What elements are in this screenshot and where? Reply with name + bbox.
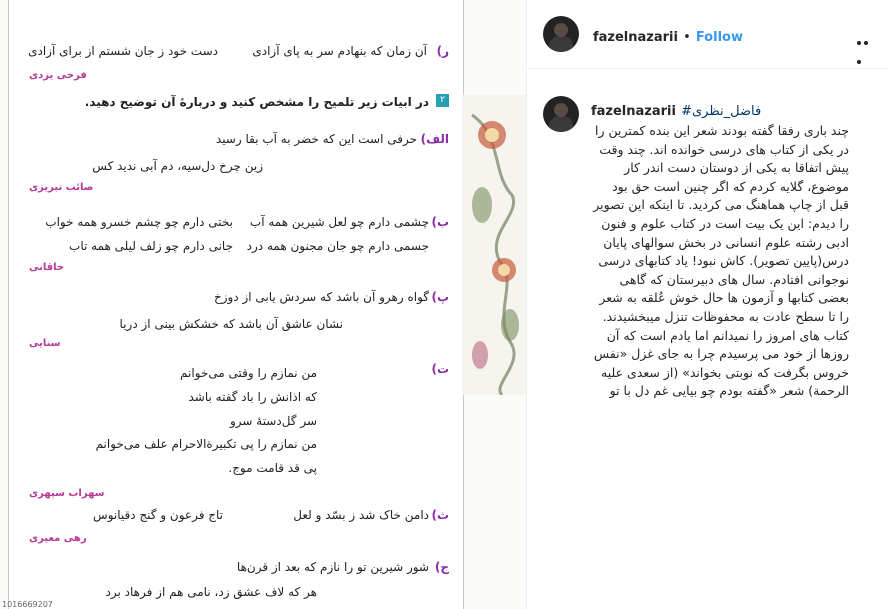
verse-line: گواه رهرو آن باشد که سردش یابی از دوزخ	[213, 290, 429, 304]
caption-username[interactable]: fazelnazarii	[591, 104, 676, 119]
textbook-page	[8, 0, 464, 609]
caption-hashtag[interactable]: #فاضل_نظری	[681, 104, 762, 119]
poet-name: فرخی یزدی	[29, 70, 87, 81]
item-label: ت)	[431, 362, 449, 376]
verse-line: حرفی است این که خضر به آب بقا رسید	[215, 132, 417, 146]
hemistich: جانی دارم چو زلف لیلی همه تاب	[69, 239, 233, 253]
more-options-icon[interactable]	[857, 30, 875, 34]
floral-ornament	[462, 95, 526, 395]
verse-line: زین چرخ دل‌سیه، دم آبی ندید کس	[92, 159, 263, 173]
verse-line: من نمازم را وقتی می‌خوانم	[180, 366, 317, 380]
hemistich: جسمی دارم چو جان مجنون همه درد	[246, 239, 429, 253]
poet-name: خاقانی	[29, 262, 65, 273]
hemistich: آن زمان که بنهادم سر به پای آزادی	[252, 44, 427, 58]
hemistich: دست خود ز جان شستم از برای آزادی	[28, 44, 218, 58]
avatar[interactable]	[543, 96, 579, 132]
separator-dot: •	[683, 30, 691, 45]
avatar[interactable]	[543, 16, 579, 52]
poet-name: رهی معیری	[29, 533, 87, 544]
header-username[interactable]: fazelnazarii	[593, 30, 678, 45]
verse-line: که اذانش را باد گفته باشد	[188, 390, 317, 404]
page-footer-number: 1016669207	[2, 600, 53, 609]
verse-line: هر که لاف عشق زد، نامی هم از فرهاد برد	[105, 585, 317, 599]
follow-button[interactable]: Follow	[695, 30, 743, 45]
hemistich: چشمی دارم چو لعل شیرین همه آب	[249, 215, 429, 229]
verse-line: پی قد قامت موج.	[228, 461, 317, 475]
item-label: ث)	[431, 508, 449, 522]
item-label: پ)	[431, 290, 449, 304]
hemistich: دامن خاک شد ز بسّد و لعل	[293, 508, 429, 522]
item-label: ر)	[436, 44, 449, 58]
hemistich: تاج فرعون و گنج دقیانوس	[93, 508, 223, 522]
poet-name: سنایی	[29, 338, 61, 349]
question-number: ۲	[436, 94, 449, 107]
verse-line: سر گل‌دستهٔ سرو	[229, 414, 317, 428]
verse-line: شور شیرین تو را نازم که بعد از قرن‌ها	[236, 560, 429, 574]
caption-text: چند باری رفقا گفته بودند شعر این بنده کمترین را در یکی از کتاب های درسی خوانده اند. چند وقت پیش اتفاقا به یکی از دوستان دست اندر کار موضوع، گلایه کردم که اگر چنین است حق بود قبل از چاپ هماهنگ می کردید. تا اینکه این تصویر را دیدم: این یک بیت است در کتاب علوم و فنون ادبی رشته علوم انسانی در بخش سوالهای پایان درس(پایین تصویر). کاش نبود! یاد کتابهای درسی نوجوانی افتادم. سال های دبیرستان که گاهی بعضی کتابها و آزمون ها حال خوش عُلقه به شعر را تا سطح عادت به محفوظات تنزل میبخشیدند. کتاب های امروز را نمیدانم اما یادم است که آن روزها از خود می پرسیدم چرا به جای غزل «نفس خروس بگرفت که نوبتی بخواند» (از سعدی علیه الرحمة) شعر «گفته بودم چو بیایی غم دل با تو	[593, 123, 849, 399]
poet-name: سهراب سپهری	[29, 488, 105, 499]
hemistich: بختی دارم چو چشم خسرو همه خواب	[45, 215, 233, 229]
verse-line: من نمازم را پی تکبیرةالاحرام علف می‌خوانم	[95, 437, 317, 451]
post-side-panel	[527, 0, 889, 609]
item-label: ب)	[431, 215, 449, 229]
item-label: الف)	[420, 132, 449, 146]
poet-name: صائب تبریزی	[29, 182, 94, 193]
item-label: ج)	[434, 560, 449, 574]
verse-line: نشان عاشق آن باشد که خشکش بینی از دریا	[119, 317, 343, 331]
question-text: در ابیات زیر تلمیح را مشخص کنید و دربارهٔ آن توضیح دهید.	[84, 95, 429, 109]
post-header	[527, 0, 889, 69]
